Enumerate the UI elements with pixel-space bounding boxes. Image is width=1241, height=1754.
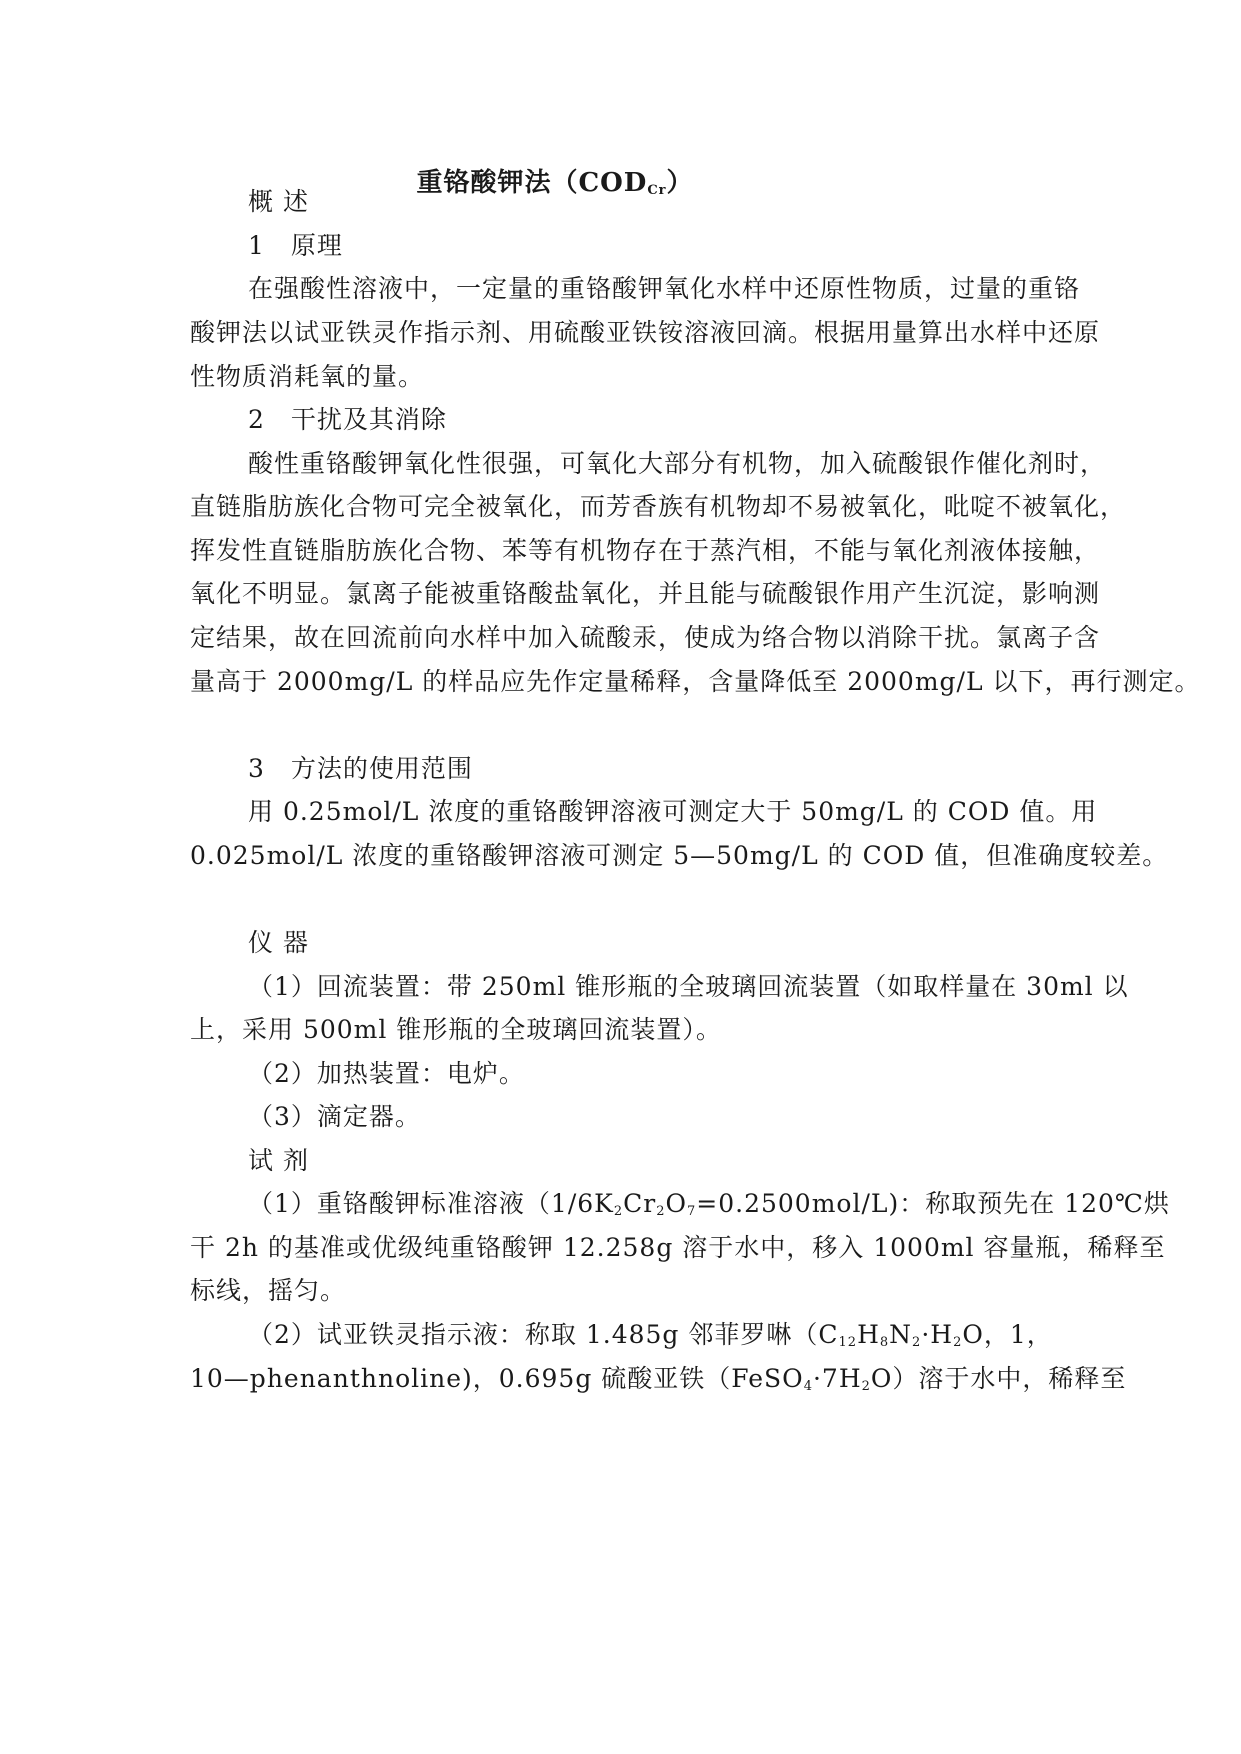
instrument-item: 上，采用 500ml 锥形瓶的全玻璃回流装置）。 xyxy=(190,1015,722,1044)
section-2-paragraph-line: 酸性重铬酸钾氧化性很强，可氧化大部分有机物，加入硫酸银作催化剂时， xyxy=(248,449,1107,478)
reagent-item: 10—phenanthnoline)，0.695g 硫酸亚铁$(FeSO_4\cdot 7H_2O)$溶于水中，稀释至 xyxy=(190,1364,1127,1394)
section-2-paragraph-line: 氧化不明显。氯离子能被重铬酸盐氧化，并且能与硫酸银作用产生沉淀，影响测 xyxy=(190,579,1101,608)
section-2-heading: 2 干扰及其消除 xyxy=(248,405,447,434)
section-2-paragraph-line: 定结果，故在回流前向水样中加入硫酸汞，使成为络合物以消除干扰。氯离子含 xyxy=(190,623,1101,652)
instrument-item: （3）滴定器。 xyxy=(248,1102,421,1131)
overview-heading: 概 述 xyxy=(248,187,309,216)
instruments-heading: 仪 器 xyxy=(248,928,309,957)
title-text: 重铬酸钾法（COD xyxy=(416,168,648,198)
reagent-item: 干 2h 的基准或优级纯重铬酸钾 12.258g 溶于水中，移入 1000ml 容量瓶，稀释至 xyxy=(190,1233,1166,1262)
section-1-heading: 1 原理 xyxy=(248,231,343,260)
title-subscript: Cr xyxy=(647,183,667,198)
title-close: ） xyxy=(666,168,694,198)
section-2-paragraph-line: 直链脂肪族化合物可完全被氧化，而芳香族有机物却不易被氧化，吡啶不被氧化， xyxy=(190,492,1127,521)
section-1-paragraph-line: 性物质消耗氧的量。 xyxy=(190,362,425,391)
section-3-paragraph-line: 0.025mol/L 浓度的重铬酸钾溶液可测定 5—50mg/L 的 COD 值，但准确度较差。 xyxy=(190,841,1169,870)
section-2-paragraph-line: 挥发性直链脂肪族化合物、苯等有机物存在于蒸汽相，不能与氧化剂液体接触， xyxy=(190,536,1101,565)
reagents-heading: 试 剂 xyxy=(248,1146,309,1175)
instrument-item: （2）加热装置：电炉。 xyxy=(248,1059,525,1088)
section-1-paragraph-line: 酸钾法以试亚铁灵作指示剂、用硫酸亚铁铵溶液回滴。根据用量算出水样中还原 xyxy=(190,318,1101,347)
section-2-paragraph-line: 量高于 2000mg/L 的样品应先作定量稀释，含量降低至 2000mg/L 以下，再行测定。 xyxy=(190,667,1201,696)
section-3-paragraph-line: 用 0.25mol/L 浓度的重铬酸钾溶液可测定大于 50mg/L 的 COD 值。用 xyxy=(248,797,1098,826)
reagent-item: （2）试亚铁灵指示液：称取 1.485g 邻菲罗啉（$C_{12}H_8N_2\cdot H_2O$，1， xyxy=(248,1320,1053,1350)
section-1-paragraph-line: 在强酸性溶液中，一定量的重铬酸钾氧化水样中还原性物质，过量的重铬 xyxy=(248,274,1081,303)
section-3-heading: 3 方法的使用范围 xyxy=(248,754,473,783)
reagent-item: （1）重铬酸钾标准溶液$(1/6K_2Cr_2O_7=0.2500mol/L)$：称取预先在 120℃烘 xyxy=(248,1189,1170,1219)
reagent-item: 标线，摇匀。 xyxy=(190,1276,347,1305)
instrument-item: （1）回流装置：带 250ml 锥形瓶的全玻璃回流装置（如取样量在 30ml 以 xyxy=(248,972,1129,1001)
